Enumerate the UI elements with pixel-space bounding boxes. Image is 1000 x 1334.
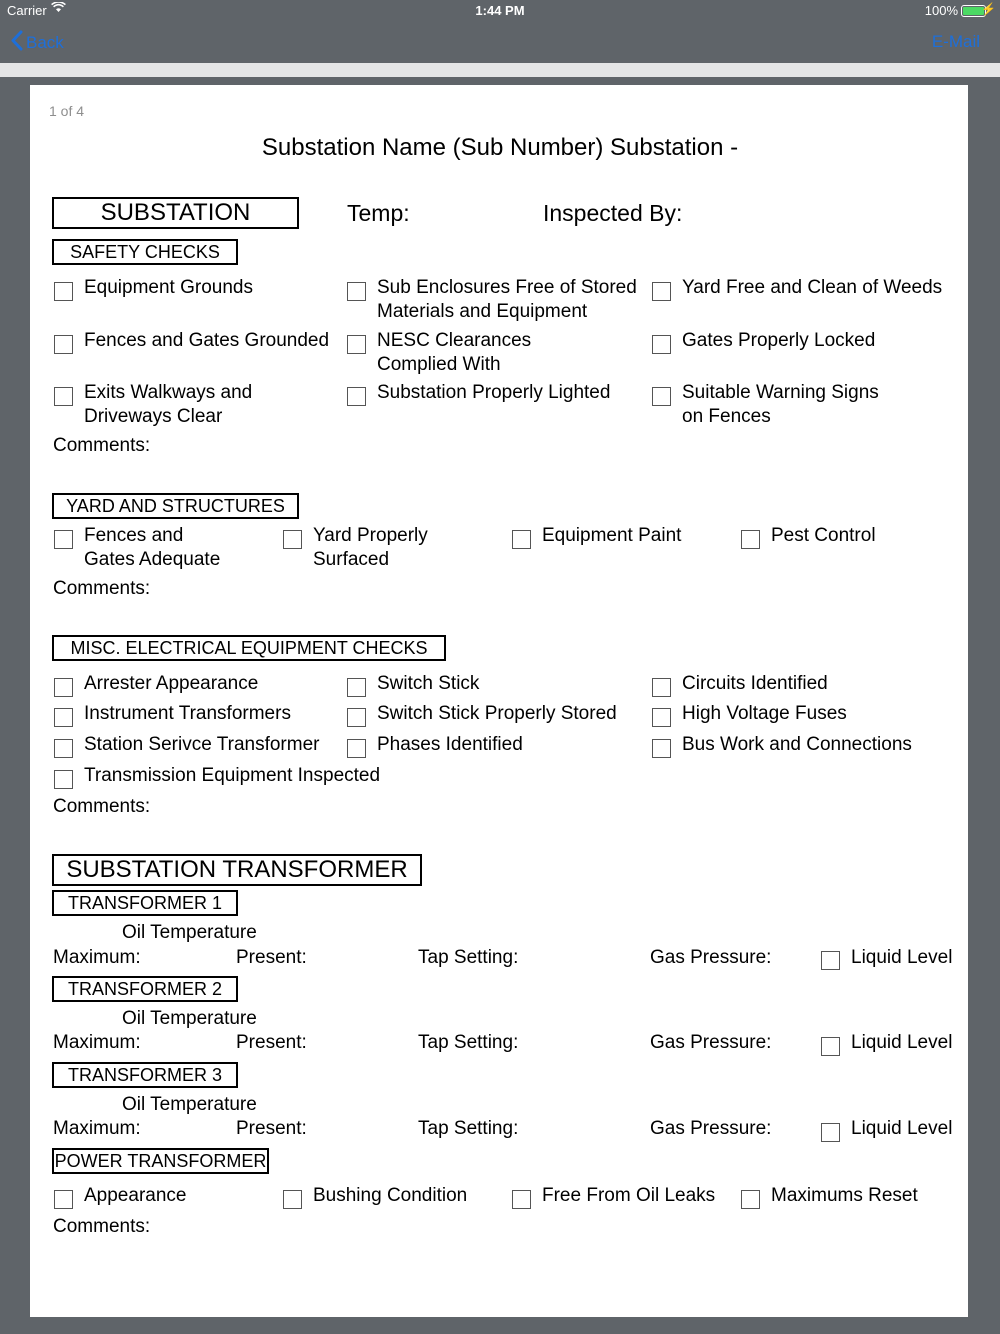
label-gates-locked: Gates Properly Locked bbox=[682, 330, 876, 351]
label-switch-stick-stored: Switch Stick Properly Stored bbox=[377, 703, 617, 724]
label-free-from-oil-leaks: Free From Oil Leaks bbox=[542, 1185, 716, 1206]
label-warning-signs-2: on Fences bbox=[682, 406, 771, 427]
checkbox-transmission-equipment[interactable] bbox=[54, 770, 73, 789]
misc-electrical-heading: MISC. ELECTRICAL EQUIPMENT CHECKS bbox=[52, 635, 446, 661]
tap-setting-label: Tap Setting: bbox=[418, 1032, 519, 1053]
liquid-level-label: Liquid Level bbox=[851, 1032, 953, 1053]
label-sub-enclosures-2: Materials and Equipment bbox=[377, 301, 588, 322]
label-equipment-grounds: Equipment Grounds bbox=[84, 277, 253, 298]
label-fences-gates-adequate-1: Fences and bbox=[84, 525, 184, 546]
label-equipment-paint: Equipment Paint bbox=[542, 525, 682, 546]
oil-temperature-label: Oil Temperature bbox=[122, 1008, 257, 1029]
label-warning-signs-1: Suitable Warning Signs bbox=[682, 382, 879, 403]
transformer-2-heading: TRANSFORMER 2 bbox=[52, 976, 238, 1002]
tap-setting-label: Tap Setting: bbox=[418, 1118, 519, 1139]
document-title: Substation Name (Sub Number) Substation - bbox=[261, 134, 739, 161]
yard-structures-heading: YARD AND STRUCTURES bbox=[52, 493, 299, 519]
checkbox-nesc-clearances[interactable] bbox=[347, 335, 366, 354]
safety-comments-label: Comments: bbox=[53, 435, 151, 456]
present-label: Present: bbox=[236, 947, 307, 968]
label-bushing-condition: Bushing Condition bbox=[313, 1185, 468, 1206]
email-button[interactable]: E-Mail bbox=[931, 32, 980, 51]
present-label: Present: bbox=[236, 1032, 307, 1053]
back-label: Back bbox=[26, 33, 64, 52]
label-station-service-transformer: Station Serivce Transformer bbox=[84, 734, 320, 755]
maximum-label: Maximum: bbox=[53, 1032, 141, 1053]
carrier-label: Carrier bbox=[7, 3, 47, 18]
gas-pressure-label: Gas Pressure: bbox=[650, 1118, 772, 1139]
label-high-voltage-fuses: High Voltage Fuses bbox=[682, 703, 847, 724]
checkbox-equipment-grounds[interactable] bbox=[54, 282, 73, 301]
label-yard-surfaced-1: Yard Properly bbox=[313, 525, 428, 546]
power-comments-label: Comments: bbox=[53, 1216, 151, 1237]
page-indicator: 1 of 4 bbox=[49, 103, 85, 119]
checkbox-switch-stick-stored[interactable] bbox=[347, 708, 366, 727]
label-maximums-reset: Maximums Reset bbox=[771, 1185, 918, 1206]
checkbox-liquid-level-1[interactable] bbox=[821, 951, 840, 970]
checkbox-yard-surfaced[interactable] bbox=[283, 530, 302, 549]
checkbox-maximums-reset[interactable] bbox=[741, 1190, 760, 1209]
yard-comments-label: Comments: bbox=[53, 578, 151, 599]
liquid-level-label: Liquid Level bbox=[851, 947, 953, 968]
substation-transformer-heading: SUBSTATION TRANSFORMER bbox=[52, 854, 422, 886]
label-circuits-identified: Circuits Identified bbox=[682, 673, 828, 694]
label-appearance: Appearance bbox=[84, 1185, 187, 1206]
checkbox-liquid-level-3[interactable] bbox=[821, 1123, 840, 1142]
label-arrester-appearance: Arrester Appearance bbox=[84, 673, 259, 694]
label-exits-walkways-1: Exits Walkways and bbox=[84, 382, 253, 403]
oil-temperature-label: Oil Temperature bbox=[122, 922, 257, 943]
checkbox-substation-lighted[interactable] bbox=[347, 387, 366, 406]
checkbox-equipment-paint[interactable] bbox=[512, 530, 531, 549]
label-exits-walkways-2: Driveways Clear bbox=[84, 406, 223, 427]
liquid-level-label: Liquid Level bbox=[851, 1118, 953, 1139]
checkbox-phases-identified[interactable] bbox=[347, 739, 366, 758]
checkbox-warning-signs[interactable] bbox=[652, 387, 671, 406]
label-phases-identified: Phases Identified bbox=[377, 734, 523, 755]
clock: 1:44 PM bbox=[475, 3, 525, 18]
transformer-1-heading: TRANSFORMER 1 bbox=[52, 890, 238, 916]
label-yard-surfaced-2: Surfaced bbox=[313, 549, 390, 570]
misc-comments-label: Comments: bbox=[53, 796, 151, 817]
checkbox-switch-stick[interactable] bbox=[347, 678, 366, 697]
inspected-by-label: Inspected By: bbox=[543, 200, 683, 226]
tap-setting-label: Tap Setting: bbox=[418, 947, 519, 968]
charging-icon: ⚡ bbox=[981, 2, 996, 16]
checkbox-circuits-identified[interactable] bbox=[652, 678, 671, 697]
checkbox-yard-free-weeds[interactable] bbox=[652, 282, 671, 301]
safety-checks-heading: SAFETY CHECKS bbox=[52, 239, 238, 265]
checkbox-station-service-transformer[interactable] bbox=[54, 739, 73, 758]
power-transformer-heading: POWER TRANSFORMER bbox=[52, 1148, 269, 1174]
checkbox-gates-locked[interactable] bbox=[652, 335, 671, 354]
label-pest-control: Pest Control bbox=[771, 525, 876, 546]
transformer-3-heading: TRANSFORMER 3 bbox=[52, 1062, 238, 1088]
checkbox-bushing-condition[interactable] bbox=[283, 1190, 302, 1209]
checkbox-pest-control[interactable] bbox=[741, 530, 760, 549]
checkbox-appearance[interactable] bbox=[54, 1190, 73, 1209]
oil-temperature-label: Oil Temperature bbox=[122, 1094, 257, 1115]
label-switch-stick: Switch Stick bbox=[377, 673, 480, 694]
checkbox-fences-gates-adequate[interactable] bbox=[54, 530, 73, 549]
label-nesc-clearances-2: Complied With bbox=[377, 354, 501, 375]
label-instrument-transformers: Instrument Transformers bbox=[84, 703, 291, 724]
checkbox-exits-walkways[interactable] bbox=[54, 387, 73, 406]
checkbox-high-voltage-fuses[interactable] bbox=[652, 708, 671, 727]
checkbox-bus-work[interactable] bbox=[652, 739, 671, 758]
label-yard-free-weeds: Yard Free and Clean of Weeds bbox=[682, 277, 943, 298]
checkbox-arrester-appearance[interactable] bbox=[54, 678, 73, 697]
checkbox-sub-enclosures[interactable] bbox=[347, 282, 366, 301]
label-substation-lighted: Substation Properly Lighted bbox=[377, 382, 611, 403]
label-nesc-clearances-1: NESC Clearances bbox=[377, 330, 532, 351]
label-fences-gates-adequate-2: Gates Adequate bbox=[84, 549, 221, 570]
checkbox-liquid-level-2[interactable] bbox=[821, 1037, 840, 1056]
label-bus-work: Bus Work and Connections bbox=[682, 734, 912, 755]
present-label: Present: bbox=[236, 1118, 307, 1139]
checkbox-free-from-oil-leaks[interactable] bbox=[512, 1190, 531, 1209]
gas-pressure-label: Gas Pressure: bbox=[650, 947, 772, 968]
label-transmission-equipment: Transmission Equipment Inspected bbox=[84, 765, 381, 786]
label-fences-gates-grounded: Fences and Gates Grounded bbox=[84, 330, 330, 351]
maximum-label: Maximum: bbox=[53, 1118, 141, 1139]
label-sub-enclosures-1: Sub Enclosures Free of Stored bbox=[377, 277, 637, 298]
temp-label: Temp: bbox=[347, 200, 410, 226]
battery-percent: 100% bbox=[924, 3, 958, 18]
checkbox-fences-gates-grounded[interactable] bbox=[54, 335, 73, 354]
maximum-label: Maximum: bbox=[53, 947, 141, 968]
gas-pressure-label: Gas Pressure: bbox=[650, 1032, 772, 1053]
section-substation: SUBSTATION bbox=[52, 197, 299, 229]
checkbox-instrument-transformers[interactable] bbox=[54, 708, 73, 727]
